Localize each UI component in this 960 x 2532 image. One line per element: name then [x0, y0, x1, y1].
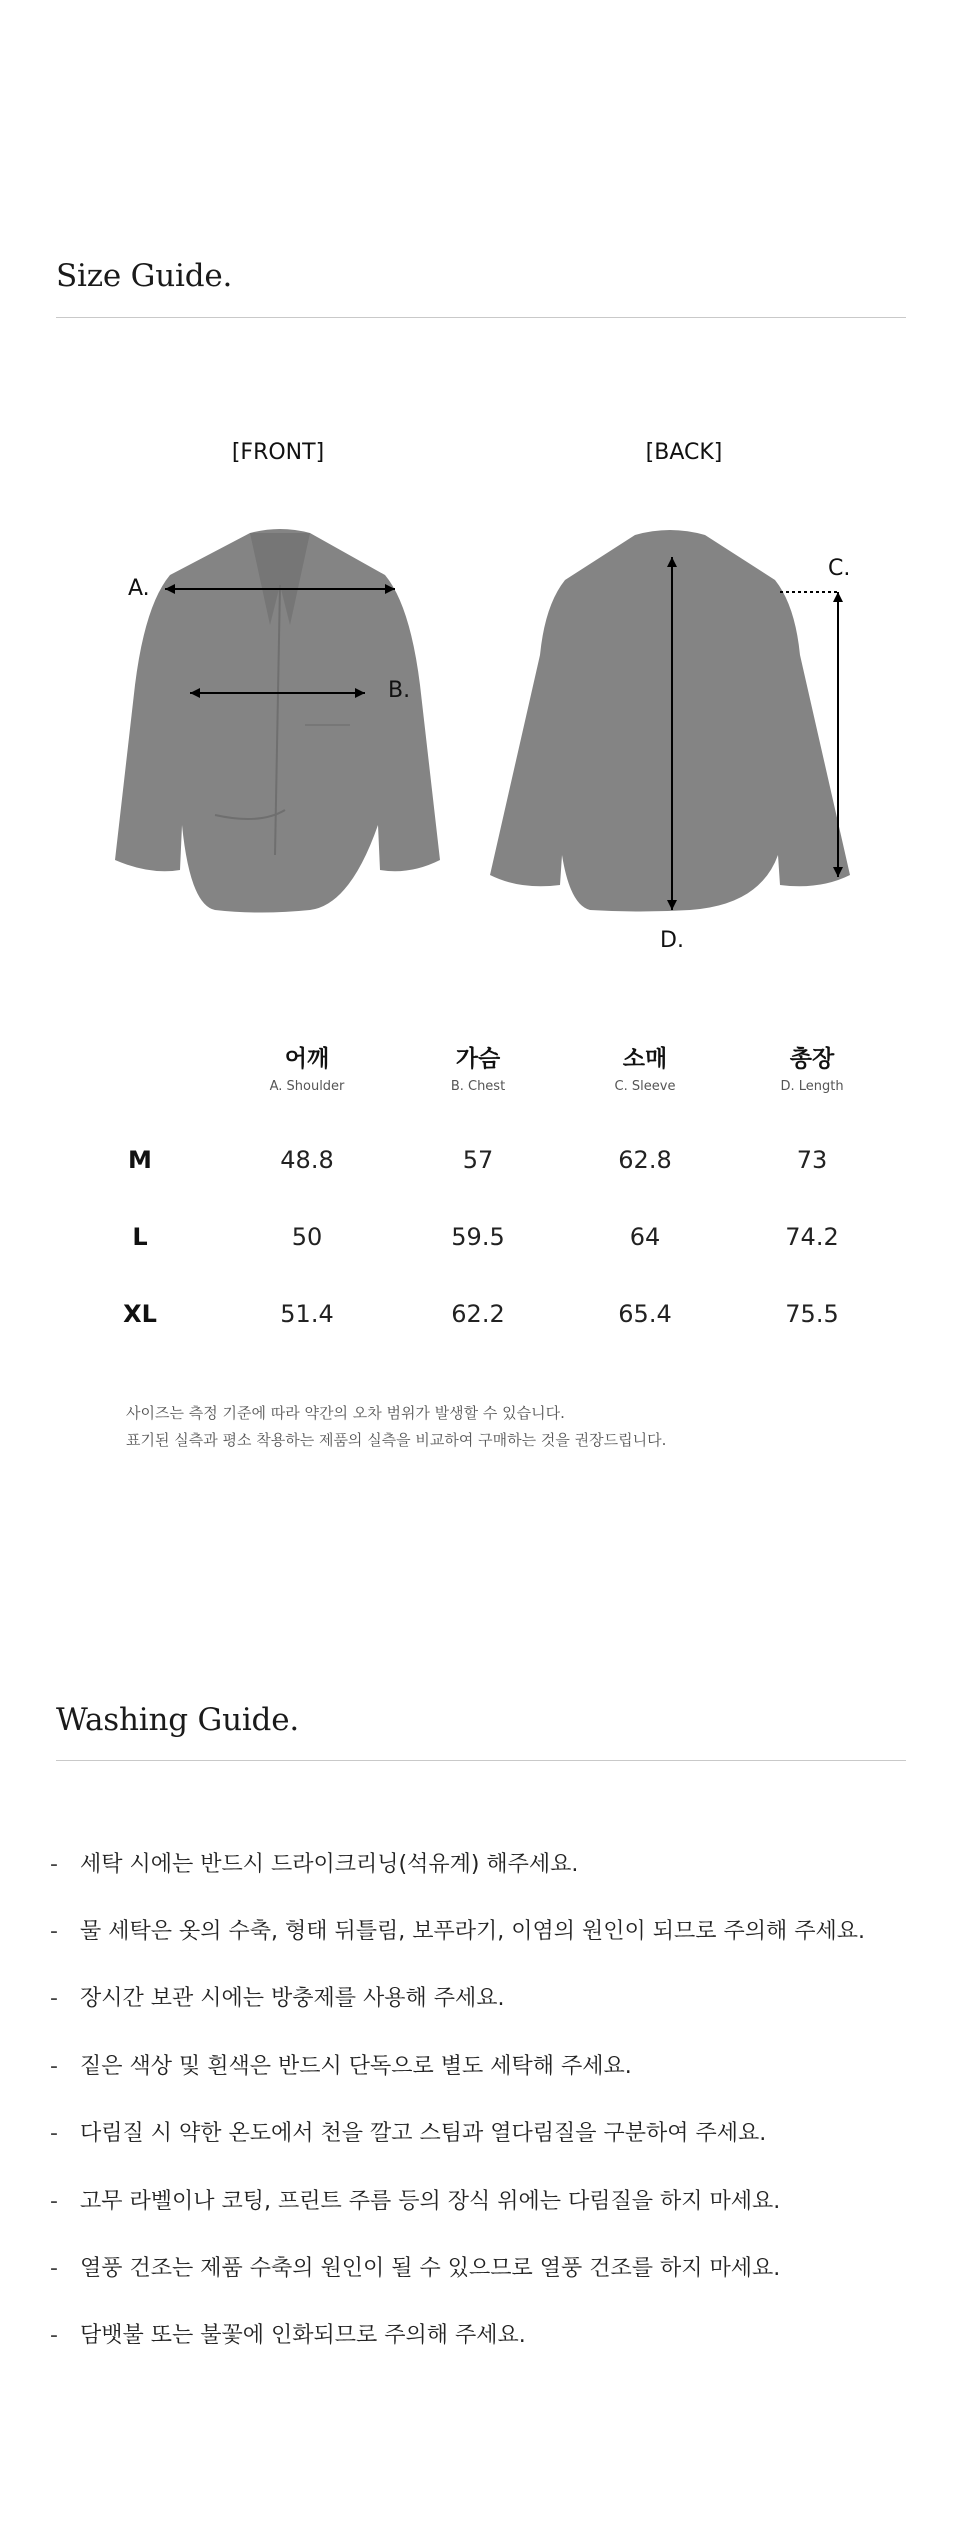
list-item-text: 고무 라벨이나 코팅, 프린트 주름 등의 장식 위에는 다림질을 하지 마세요.	[80, 2189, 781, 2214]
washing-guide-divider	[56, 1760, 906, 1761]
dash: -	[50, 1919, 58, 1944]
list-item	[50, 2184, 930, 2215]
size-label-l: L	[132, 1223, 148, 1251]
list-item	[50, 2318, 930, 2349]
list-item-text: 세탁 시에는 반드시 드라이크리닝(석유계) 해주세요.	[80, 1852, 579, 1877]
list-item-text: 짙은 색상 및 흰색은 반드시 단독으로 별도 세탁해 주세요.	[80, 2054, 632, 2079]
list-item	[50, 2049, 930, 2080]
header-sleeve: 소매 C. Sleeve	[614, 1046, 676, 1094]
dash: -	[50, 1852, 58, 1877]
table-cell: 64	[629, 1223, 661, 1251]
dash: -	[50, 2256, 58, 2281]
header-chest: 가슴 B. Chest	[450, 1046, 506, 1094]
list-item	[50, 1914, 930, 1945]
list-item	[50, 2251, 930, 2282]
table-cell: 62.2	[451, 1300, 505, 1328]
table-cell: 62.8	[618, 1146, 672, 1174]
dash: -	[50, 2189, 58, 2214]
size-note: 표기된 실측과 평소 착용하는 제품의 실측을 비교하여 구매하는 것을 권장드립니다.	[126, 1431, 667, 1449]
table-cell: 59.5	[451, 1223, 505, 1251]
label-c: C.	[828, 556, 851, 581]
list-item	[50, 2116, 930, 2147]
front-view-label: [FRONT]	[231, 440, 325, 465]
back-jacket-illustration	[490, 525, 850, 925]
table-cell: 57	[462, 1146, 494, 1174]
table-cell: 75.5	[785, 1300, 839, 1328]
dash: -	[50, 2121, 58, 2146]
header-length: 총장 D. Length	[780, 1046, 844, 1094]
label-b: B.	[388, 678, 411, 703]
size-label-xl: XL	[123, 1300, 157, 1328]
label-a: A.	[128, 576, 150, 601]
list-item	[50, 1981, 930, 2012]
front-jacket-illustration	[110, 525, 450, 925]
dash: -	[50, 1986, 58, 2011]
list-item	[50, 1847, 930, 1878]
dash: -	[50, 2323, 58, 2348]
table-cell: 48.8	[280, 1146, 334, 1174]
list-item-text: 담뱃불 또는 불꽃에 인화되므로 주의해 주세요.	[80, 2323, 526, 2348]
table-cell: 51.4	[280, 1300, 334, 1328]
header-shoulder: 어깨 A. Shoulder	[269, 1046, 345, 1094]
table-cell: 74.2	[785, 1223, 839, 1251]
table-cell: 65.4	[618, 1300, 672, 1328]
label-d: D.	[660, 928, 684, 953]
size-guide-title: Size Guide.	[56, 258, 233, 294]
back-view-label: [BACK]	[645, 440, 723, 465]
list-item-text: 물 세탁은 옷의 수축, 형태 뒤틀림, 보푸라기, 이염의 원인이 되므로 주의해 주세요.	[80, 1919, 865, 1944]
list-item-text: 장시간 보관 시에는 방충제를 사용해 주세요.	[80, 1986, 505, 2011]
size-guide-divider	[56, 317, 906, 318]
table-cell: 50	[291, 1223, 323, 1251]
table-cell: 73	[796, 1146, 828, 1174]
washing-guide-title: Washing Guide.	[56, 1702, 299, 1738]
list-item-text: 다림질 시 약한 온도에서 천을 깔고 스팀과 열다림질을 구분하여 주세요.	[80, 2121, 767, 2146]
dash: -	[50, 2054, 58, 2079]
list-item-text: 열풍 건조는 제품 수축의 원인이 될 수 있으므로 열풍 건조를 하지 마세요.	[80, 2256, 781, 2281]
size-note: 사이즈는 측정 기준에 따라 약간의 오차 범위가 발생할 수 있습니다.	[126, 1404, 565, 1422]
size-label-m: M	[128, 1146, 152, 1174]
